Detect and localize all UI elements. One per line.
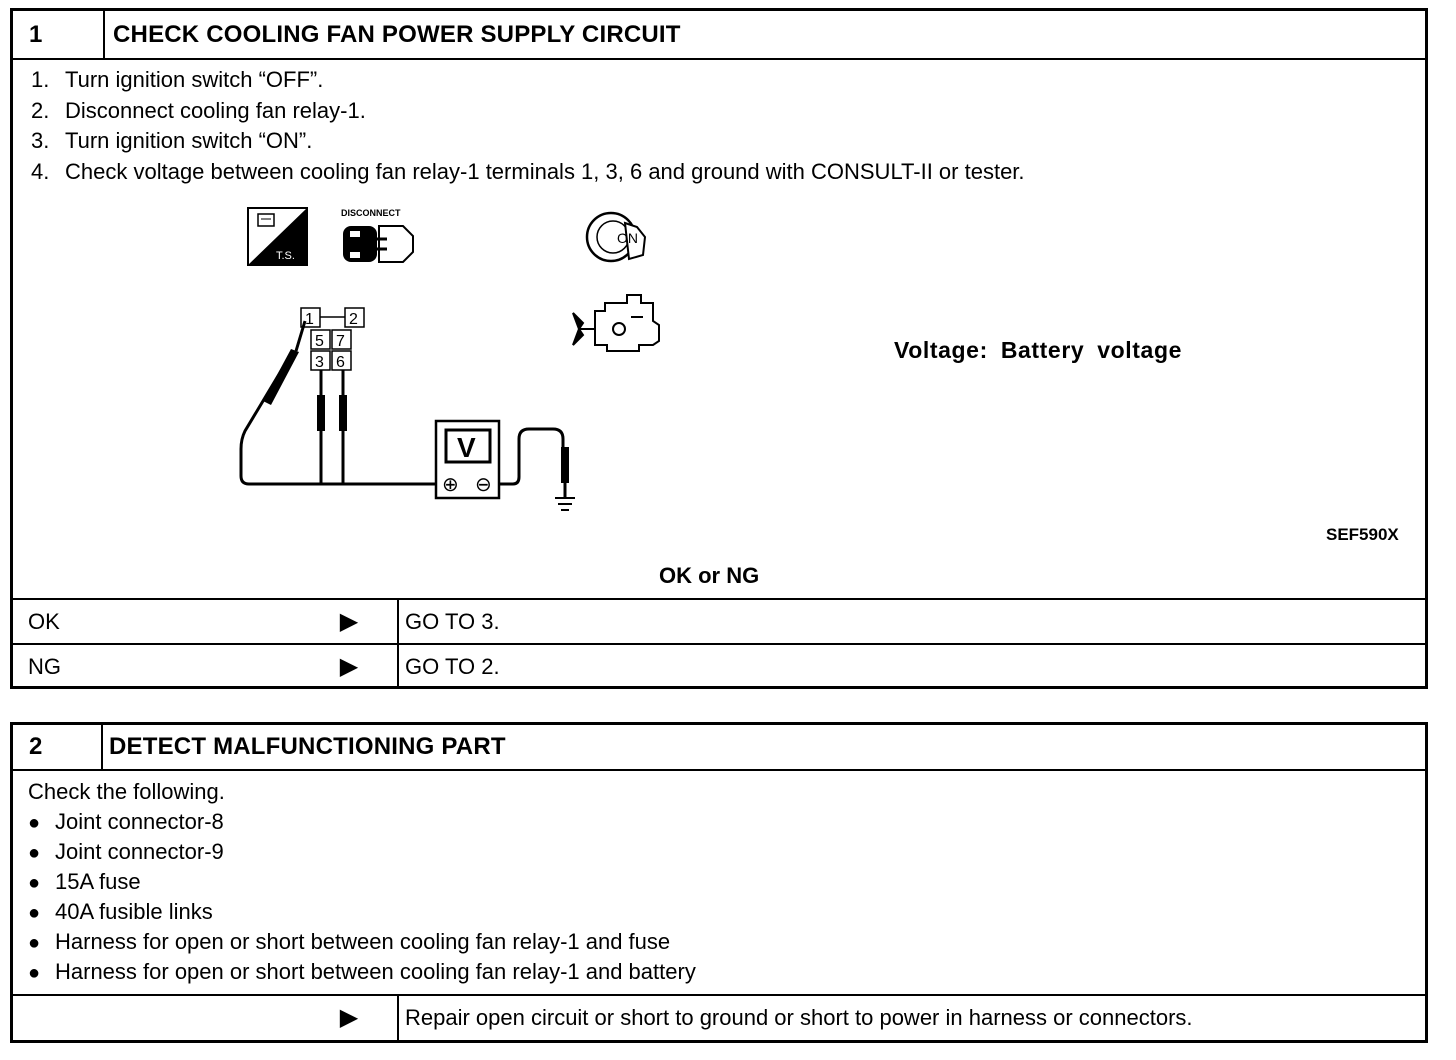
check-list [28,807,696,987]
check-intro: Check the following. [28,779,225,804]
terminal-label: 2 [349,311,358,328]
result-row-repair [13,994,1425,1040]
list-item-text: 40A fusible links [55,899,213,924]
disconnect-icon [341,208,413,262]
step-index: 3. [31,128,50,153]
step-title: CHECK COOLING FAN POWER SUPPLY CIRCUIT [113,21,681,48]
step-index: 1. [31,67,50,92]
result-row-ng [13,643,1425,689]
list-item-text: 15A fuse [55,869,141,894]
bullet-icon: ● [28,842,41,864]
list-item [28,837,696,867]
bullet-icon: ● [28,962,41,984]
step-text: Turn ignition switch “OFF”. [65,67,324,92]
step-number: 2 [13,725,103,769]
list-item-text: Joint connector-9 [55,839,224,864]
terminal-label: 5 [315,333,324,350]
ts-icon [248,208,307,265]
probe-tips [263,349,569,483]
voltmeter-label: V [457,432,476,463]
engine-fan-icon [573,295,659,351]
list-item [28,897,696,927]
figure-code: SEF590X [1326,525,1399,544]
arrow-icon: ▶ [339,1004,359,1031]
arrow-icon: ▶ [339,653,359,680]
step-index: 2. [31,97,50,123]
result-row-ok [13,598,1425,643]
test-diagram [13,11,1425,571]
result-condition: OK [28,609,60,634]
bullet-icon: ● [28,932,41,954]
ground-symbol [555,498,575,510]
result-action: GO TO 2. [405,654,500,679]
step-number: 1 [13,11,105,58]
result-action: GO TO 3. [405,609,500,634]
bullet-icon: ● [28,872,41,894]
ts-icon-label: T.S. [276,250,295,262]
column-divider [397,600,399,643]
step-title: DETECT MALFUNCTIONING PART [109,733,506,760]
disconnect-label: DISCONNECT [341,208,401,218]
list-item-text: Joint connector-8 [55,809,224,834]
list-item-text: Harness for open or short between cooling fan relay-1 and battery [55,959,696,984]
negative-terminal: ⊖ [475,474,492,496]
column-divider [397,645,399,689]
terminal-label: 1 [305,311,314,328]
list-item [28,867,696,897]
positive-terminal: ⊕ [442,474,459,496]
relay-connector [301,308,364,371]
list-item [28,927,696,957]
result-action: Repair open circuit or short to ground or short to power in harness or connectors. [405,1005,1193,1030]
step-text: Check voltage between cooling fan relay-1 terminals 1, 3, 6 and ground with CONSULT-II or tester. [65,158,1025,184]
list-item [28,807,696,837]
list-item-text: Harness for open or short between cooling fan relay-1 and fuse [55,929,671,954]
step-index: 4. [31,158,50,184]
voltage-spec: Voltage: Battery voltage [894,337,1182,363]
probe-leads [241,321,565,498]
step-text: Turn ignition switch “ON”. [65,128,313,153]
step-2-header [13,725,1425,771]
bullet-icon: ● [28,902,41,924]
ignition-on-icon [587,213,645,261]
step-text: Disconnect cooling fan relay-1. [65,97,366,123]
ok-or-ng-label: OK or NG [659,563,760,588]
voltmeter [436,421,499,498]
column-divider [397,996,399,1040]
list-item [28,957,696,987]
terminal-label: 6 [336,354,345,371]
bullet-icon: ● [28,812,41,834]
ignition-on-label: ON [617,230,638,246]
step-1-box [10,8,1428,689]
step-2-box [10,722,1428,1043]
terminal-label: 3 [315,354,324,371]
arrow-icon: ▶ [339,608,359,635]
terminal-label: 7 [336,333,345,350]
result-condition: NG [28,654,61,679]
